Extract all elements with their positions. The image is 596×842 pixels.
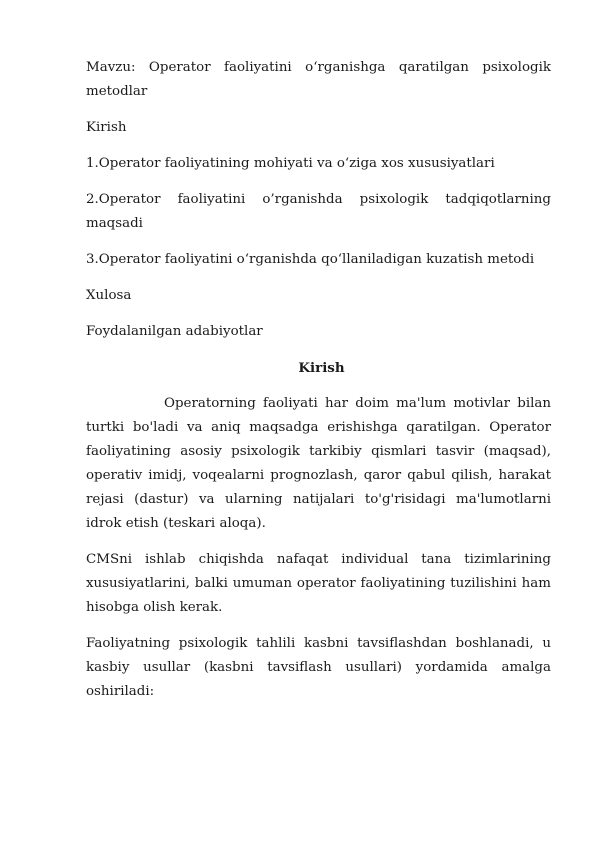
toc-conclusion: Xulosa xyxy=(86,288,132,303)
document-page xyxy=(86,56,551,716)
toc-references: Foydalanilgan adabiyotlar xyxy=(86,324,263,339)
toc-intro: Kirish xyxy=(86,120,127,135)
toc-item-1: 1.Operator faoliyatining mohiyati va o‘ziga xos xususiyatlari xyxy=(86,156,495,171)
body-paragraph-1: Operatorning faoliyati har doim ma'lum motivlar bilan turtki bo'ladi va aniq maqsadga erishishga qaratilgan. Operator faoliyatining asosiy psixologik tarkibiy qismlari tasvir (maqsad), operativ imidj, voqealarni prognozlash, qaror qabul qilish, harakat rejasi (dastur) va ularning natijalari to'g'risidagi ma'lumotlarni idrok etish (teskari aloqa). xyxy=(86,396,551,531)
toc-item-2: 2.Operator faoliyatini o’rganishda psixologik tadqiqotlarning maqsadi xyxy=(86,192,551,231)
body-paragraph-2: CMSni ishlab chiqishda nafaqat individual tana tizimlarining xususiyatlarini, balki umuman operator faoliyatining tuzilishini ham hisobga olish kerak. xyxy=(86,552,551,615)
body-paragraph-3: Faoliyatning psixologik tahlili kasbni tavsiflashdan boshlanadi, u kasbiy usullar (kasbni tavsiflash usullari) yordamida amalga oshiriladi: xyxy=(86,636,551,699)
toc-item-3: 3.Operator faoliyatini o‘rganishda qo‘llaniladigan kuzatish metodi xyxy=(86,252,535,267)
topic-line: Mavzu: Operator faoliyatini o‘rganishga qaratilgan psixologik metodlar xyxy=(86,60,551,99)
section-heading: Kirish xyxy=(298,360,345,376)
